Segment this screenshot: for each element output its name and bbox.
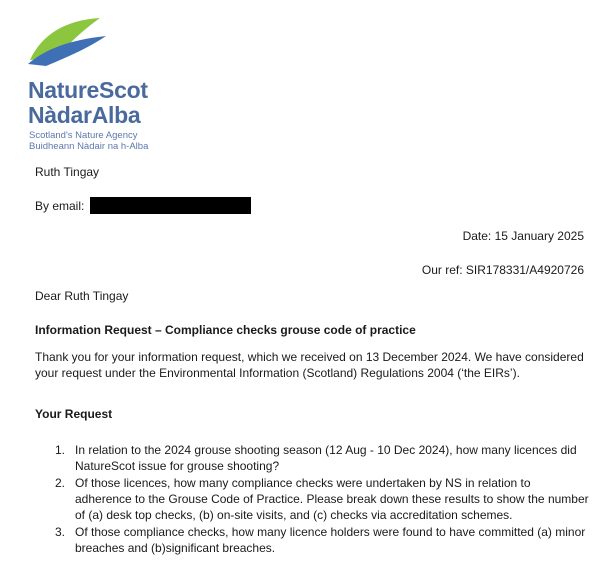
list-item-text: In relation to the 2024 grouse shooting season (12 Aug - 10 Dec 2024), how many licences did NatureScot issue for grouse shooting? <box>75 443 577 473</box>
redacted-email <box>90 197 251 214</box>
brand-name-gaelic: NàdarAlba <box>28 102 141 128</box>
recipient-name: Ruth Tingay <box>35 165 100 179</box>
naturescot-logo <box>26 14 186 152</box>
letter-date: Date: 15 January 2025 <box>462 229 584 243</box>
tagline-english: Scotland's Nature Agency <box>29 130 138 141</box>
salutation: Dear Ruth Tingay <box>35 289 129 303</box>
list-item <box>35 442 590 474</box>
intro-paragraph: Thank you for your information request, which we received on 13 December 2024. We have considered your request under the Environmental Information (Scotland) Regulations 2004 (‘the EIRs’). <box>35 350 584 380</box>
leaf-logo-icon <box>26 14 108 66</box>
subject-line: Information Request – Compliance checks grouse code of practice <box>35 323 416 337</box>
request-list <box>35 442 590 557</box>
list-number: 2. <box>55 476 66 490</box>
brand-name-english: NatureScot <box>28 77 148 103</box>
list-item-text: Of those compliance checks, how many licence holders were found to have committed (a) minor breaches and (b)significant breaches. <box>75 525 586 555</box>
section-heading: Your Request <box>35 407 113 421</box>
list-item <box>35 475 590 523</box>
list-number: 3. <box>55 525 66 539</box>
email-label: By email: <box>35 199 85 213</box>
list-number: 1. <box>55 443 66 457</box>
list-item-text: Of those licences, how many compliance checks were undertaken by NS in relation to adherence to the Grouse Code of Practice. Please break down these results to show the number of (a) desk top checks, (b) on-site visits, and (c) checks via accreditation schemes. <box>75 476 589 522</box>
our-reference: Our ref: SIR178331/A4920726 <box>421 263 584 277</box>
tagline-gaelic: Buidheann Nàdair na h-Alba <box>29 141 149 152</box>
list-item <box>35 524 590 556</box>
